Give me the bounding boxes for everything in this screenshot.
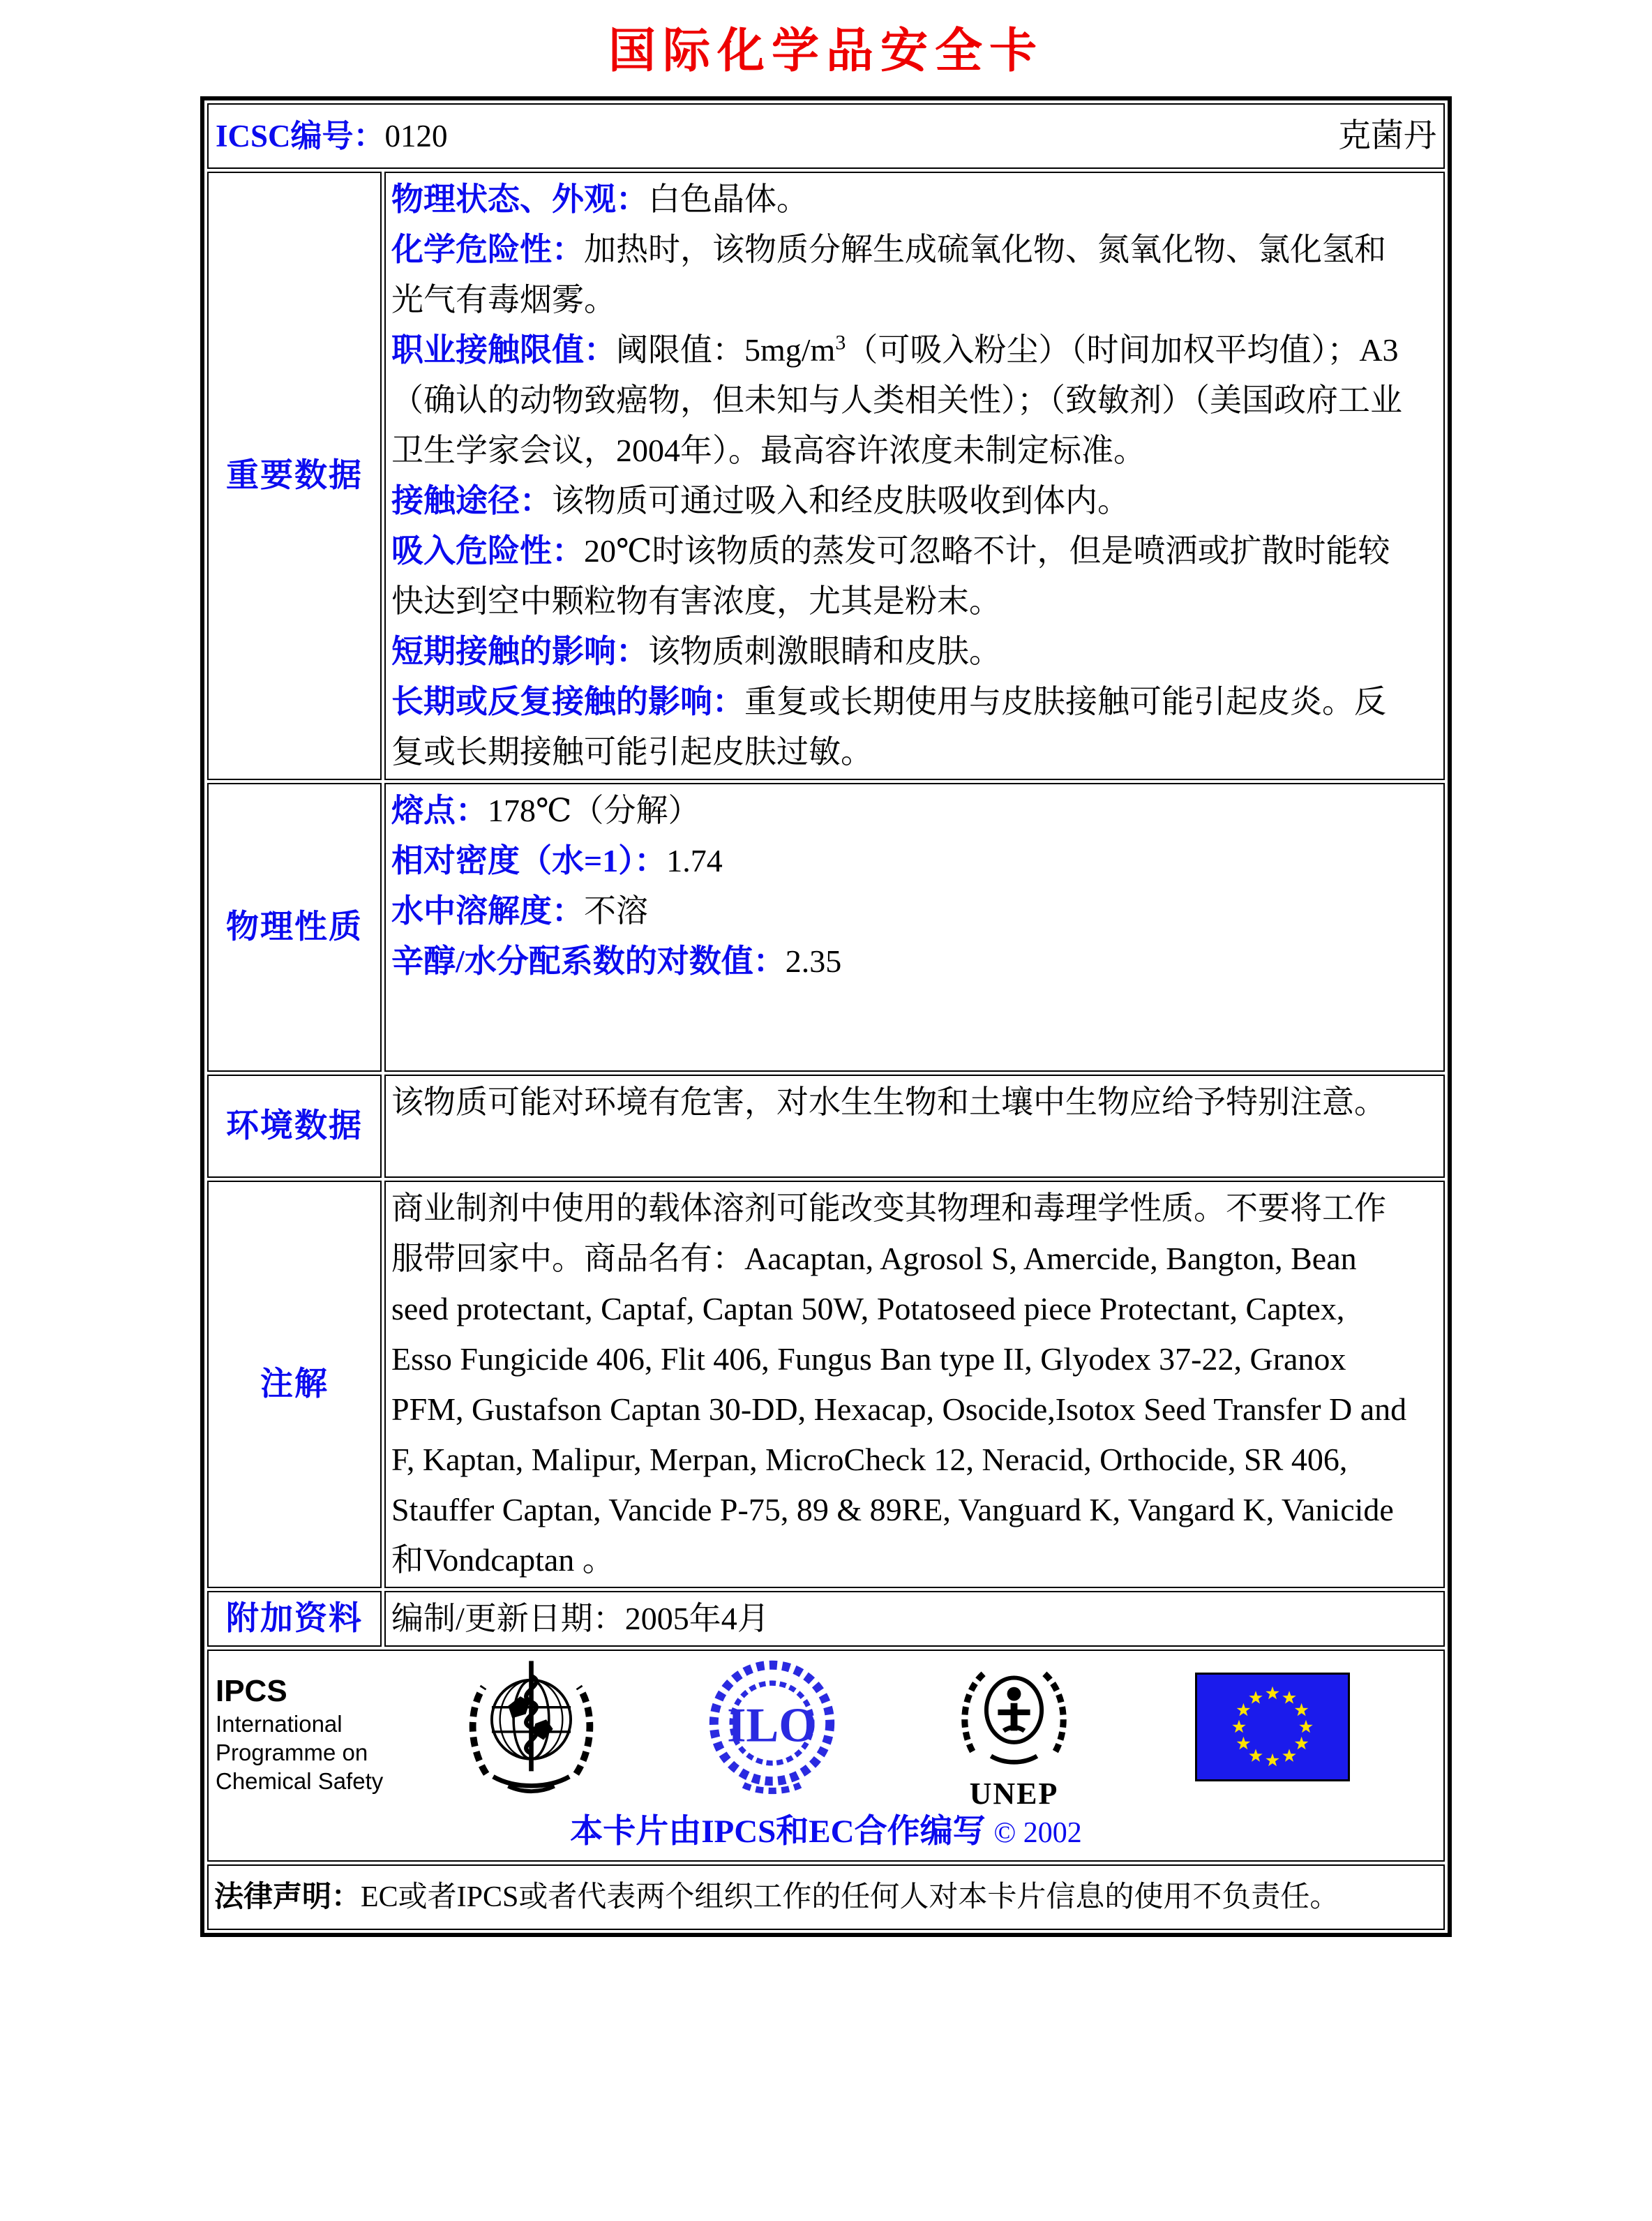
item-label: 短期接触的影响： [391,634,648,669]
section-label-environmental-data: 环境数据 [207,1075,382,1178]
important-item [391,627,1413,677]
unep-logo [956,1659,1072,1809]
item-value: 2.35 [785,943,842,979]
item-value-superscript: 3 [835,331,846,354]
important-item [391,677,1413,777]
item-label: 辛醇/水分配系数的对数值： [391,943,786,979]
copyright-text: © 2002 [993,1817,1082,1849]
item-value: 不溶 [583,893,648,929]
physical-item [391,886,1413,936]
item-value: 该物质刺激眼睛和皮肤。 [647,634,1001,669]
legal-cell [207,1864,1445,1930]
item-value: 1.74 [666,843,723,878]
unep-letters: UNEP [969,1776,1059,1811]
physical-item [391,936,1413,987]
item-value: 20℃时该物质的蒸发可忽略不计，但是喷洒或扩散时能较快达到空中颗粒物有害浓度，尤其是粉末。 [391,533,1390,619]
important-item [391,225,1413,325]
logo-strip [215,1661,1436,1811]
notes-content: 商业制剂中使用的载体溶剂可能改变其物理和毒理学性质。不要将工作服带回家中。商品名有：Aacaptan, Agrosol S, Amercide, Bangton, Bean seed protectant, Captaf, Captan 50W, Potatoseed piece Protectant, Captex, Esso Fungicide 406, Flit 406, Fungus Ban type II, Glyodex 37-22, Granox PFM, Gustafson Captan 30-DD, Hexacap, Osocide,Isotox Seed Transfer D and F, Kaptan, Malipur, Merpan, MicroCheck 12, Neracid, Orthocide, SR 406, Stauffer Captan, Vancide P-75, 89 & 89RE, Vanguard K, Vangard K, Vanicide和Vondcaptan 。 [384,1181,1445,1588]
item-label: 职业接触限值： [391,332,616,368]
item-label: 长期或反复接触的影响： [391,684,744,719]
item-label: 化学危险性： [391,232,584,267]
page-title: 国际化学品安全卡 [608,24,1044,77]
physical-item [391,786,1413,836]
ipcs-text-block [216,1673,411,1795]
item-value: 重复或长期使用与皮肤接触可能引起皮炎。反复或长期接触可能引起皮肤过敏。 [391,684,1386,770]
physical-properties-row [207,783,1445,1072]
logos-row [207,1650,1445,1862]
item-label: 水中溶解度： [391,893,584,929]
section-label-notes: 注解 [207,1181,382,1588]
important-data-row [207,172,1445,780]
logos-cell [207,1650,1445,1862]
header-cell [207,103,1445,169]
section-label-physical-properties: 物理性质 [207,783,382,1072]
item-label: 相对密度（水=1）： [391,843,667,878]
important-item [391,325,1413,476]
additional-info-content: 编制/更新日期：2005年4月 [384,1591,1445,1647]
ilo-letters: ILO [727,1697,817,1752]
unep-logo-icon [956,1659,1072,1765]
header-row [207,103,1445,169]
item-label: 物理状态、外观： [391,181,648,217]
ipcs-subtitle: International Programme on Chemical Safety [215,1710,384,1794]
item-label: 接触途径： [391,483,552,518]
important-data-content [384,172,1445,780]
item-value: 加热时，该物质分解生成硫氧化物、氮氧化物、氯化氢和光气有毒烟雾。 [391,232,1386,317]
environmental-data-row [207,1075,1445,1178]
ilo-logo-icon [707,1659,836,1795]
item-value: 阈限值：5mg/m [615,332,836,368]
legal-label: 法律声明： [213,1881,361,1913]
important-item [391,174,1413,225]
legal-row [207,1864,1445,1930]
physical-item [391,836,1413,886]
item-value: 白色晶体。 [647,181,809,217]
caption-text: 本卡片由IPCS和EC合作编写 [570,1814,986,1850]
icsc-number-label: ICSC编号： [215,119,385,154]
who-logo-icon [463,1657,599,1797]
item-value: 该物质可通过吸入和经皮肤吸收到体内。 [551,483,1129,518]
physical-properties-content [384,783,1445,1072]
item-value: （可吸入粉尘）（时间加权平均值）；A3（确认的动物致癌物，但未知与人类相关性）；（致敏剂）（美国政府工业卫生学家会议，2004年）。最高容许浓度未制定标准。 [391,332,1402,468]
item-label: 熔点： [391,793,488,828]
icsc-number-value: 0120 [384,119,448,154]
important-item [391,476,1413,526]
ilo-logo [707,1659,836,1810]
eu-flag-icon [1195,1673,1350,1781]
item-value: 178℃（分解） [487,793,700,828]
important-item [391,526,1413,627]
ipcs-title: IPCS [215,1673,287,1708]
chemical-name: 克菌丹 [1338,118,1436,154]
eu-flag [1195,1673,1350,1796]
notes-row [207,1181,1445,1588]
item-label: 吸入危险性： [391,533,584,569]
environmental-data-content: 该物质可能对环境有危害，对水生生物和土壤中生物应给予特别注意。 [384,1075,1445,1178]
section-label-important-data: 重要数据 [207,172,382,780]
icsc-table [200,96,1452,1937]
cooperation-caption [216,1813,1436,1852]
who-logo [463,1657,599,1812]
additional-info-row [207,1591,1445,1647]
section-label-additional-info: 附加资料 [207,1591,382,1647]
legal-text: EC或者IPCS或者代表两个组织工作的任何人对本卡片信息的使用不负责任。 [361,1881,1339,1913]
